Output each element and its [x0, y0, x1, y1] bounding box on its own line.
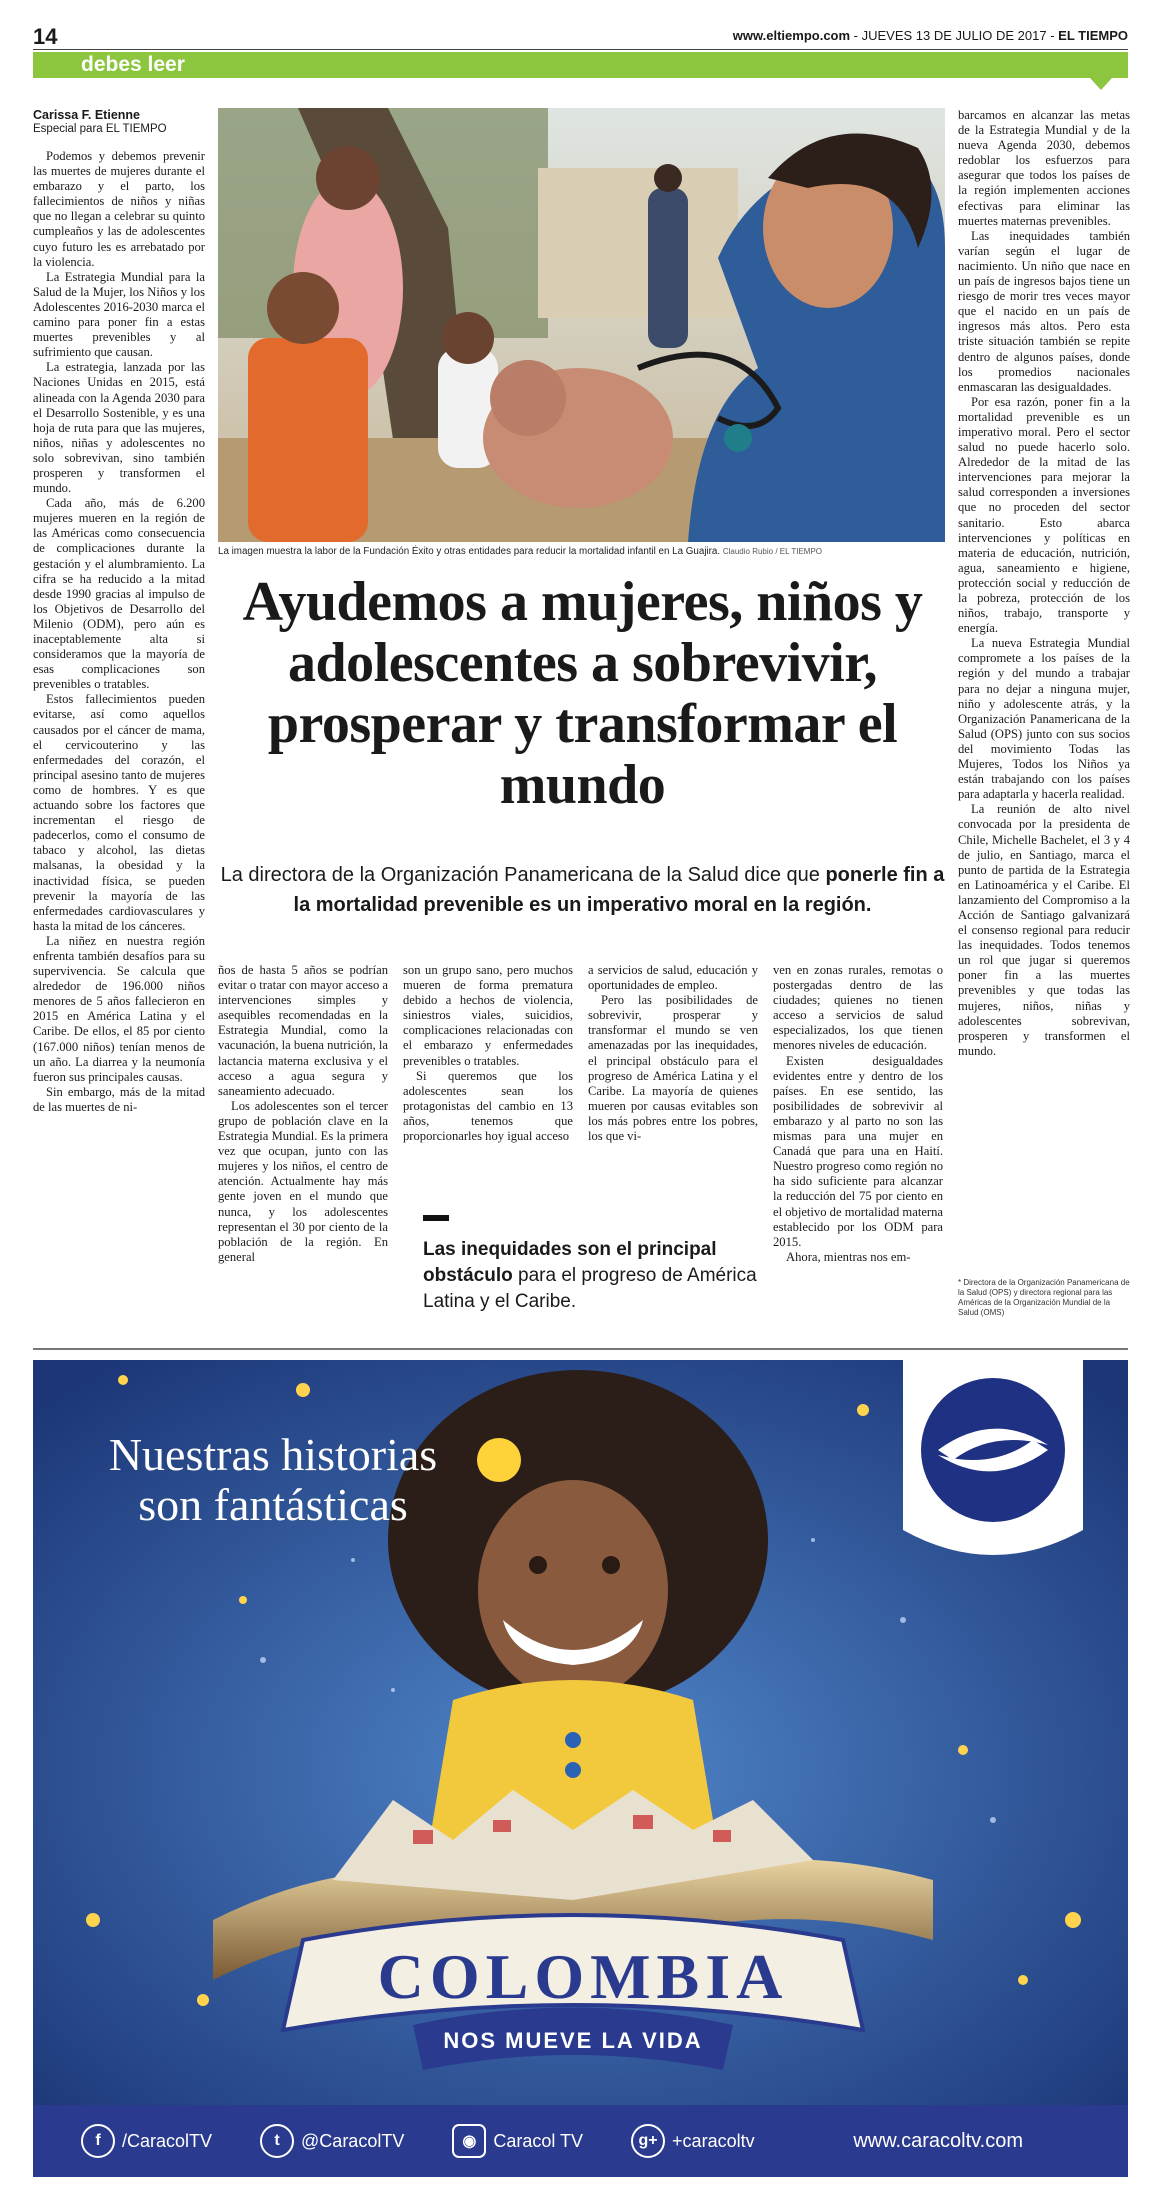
photo-caption	[218, 546, 945, 557]
caracol-ad[interactable]	[33, 1360, 1128, 2187]
paragraph: La niñez en nuestra región enfrenta también desafíos para su supervivencia. Se calcula que alrededor de 196.000 niños menores de 5 años fallecieron en 2015 en América Latina y el Caribe. De ellos, el 85 por ciento (167.000 niños) tenían menos de un año. La diarrea y la neumonía fueron sus principales causas.	[33, 933, 205, 1084]
paragraph: a servicios de salud, educación y oportunidades de empleo.	[588, 963, 758, 993]
paragraph: Estos fallecimientos pueden evitarse, así como aquellos causados por el cáncer de mama, el cervicouterino y las enfermedades del corazón, el principal asesino tanto de mujeres como de hombres. Y es que actuando sobre los factores que incrementan el riesgo de padecerlos, como el consumo de tabaco y alcohol, las dietas malsanas, la obesidad y la inactividad física, se pueden prevenir la mayoría de las enfermedades cardiovasculares y hasta la mitad de los cánceres.	[33, 692, 205, 933]
column-2	[218, 963, 388, 1265]
pullquote-rest: para el progreso de América Latina y el Caribe.	[423, 1265, 757, 1312]
subheadline-bold: ponerle fin a la mortalidad prevenible es un imperativo moral en la región.	[293, 864, 945, 916]
paragraph: Los adolescentes son el tercer grupo de población clave en la Estrategia Mundial. Es la primera vez que ocupan, junto con las mujeres y los niños, el centro de atención. Actualmente hay más gente joven en el mundo que nunca, y los adolescentes representan el 30 por ciento de la población de la región. En general	[218, 1098, 388, 1264]
website-link[interactable]: www.caracoltv.com	[853, 2129, 1023, 2152]
paragraph: Si queremos que los adolescentes sean los protagonistas del cambio en 13 años, tenemos que proporcionarles hoy igual acceso	[403, 1068, 573, 1144]
ad-separator	[33, 1348, 1128, 1350]
pullquote	[423, 1237, 763, 1315]
paragraph: Las inequidades también varían según el lugar de nacimiento. Un niño que nace en un país de ingresos bajos tiene un riesgo de morir tres veces mayor que el nacido en un país de ingresos más altos. Pero esta triste situación también se repite dentro de algunos países, donde los promedios nacionales enmascaran las desigualdades.	[958, 228, 1130, 394]
gplus-icon: g+	[631, 2124, 665, 2158]
photo-credit: Claudio Rubio / EL TIEMPO	[722, 547, 822, 556]
instagram-handle: Caracol TV	[493, 2130, 584, 2151]
paragraph: Sin embargo, más de la mitad de las muertes de ni-	[33, 1084, 205, 1114]
paragraph: Existen desigualdades evidentes entre y dentro de los países. En ese sentido, las posibilidades de sobrevivir al embarazo y al parto no son las mismas para una mujer en Canadá que para una en Haití. Nuestro progreso como región no ha sido suficiente para alcanzar la reducción del 75 por ciento en el objetivo de mortalidad materna establecido por los ODM para 2015.	[773, 1053, 943, 1249]
author-role: Especial para EL TIEMPO	[33, 123, 167, 135]
gplus-link[interactable]	[631, 2124, 755, 2158]
twitter-link[interactable]	[260, 2124, 404, 2158]
ad-tagline	[63, 1430, 483, 1530]
paragraph: La nueva Estrategia Mundial compromete a los países de la región y del mundo a trabajar para no dejar a ninguna mujer, niño y adolescente atrás, y la Organización Panamericana de la Salud (OPS) junto con sus socios del movimiento Todas las Mujeres, Todos los Niños ya están trabajando con los países para adaptarla y hacerla realidad.	[958, 636, 1130, 802]
paragraph: La Estrategia Mundial para la Salud de la Mujer, los Niños y los Adolescentes 2016-2030 marca el camino para poner fin a estas muertes prevenibles y al sufrimiento que causan.	[33, 269, 205, 360]
instagram-link[interactable]	[452, 2124, 583, 2158]
caption-text: La imagen muestra la labor de la Fundación Éxito y otras entidades para reducir la mortalidad infantil en La Guajira.	[218, 546, 721, 557]
paragraph: ños de hasta 5 años se podrían evitar o tratar con mayor acceso a intervenciones simples y asequibles recomendadas en la Estrategia Mundial, como la vacunación, la buena nutrición, la lactancia materna exclusiva y el acceso a agua segura y saneamiento adecuado.	[218, 963, 388, 1098]
ad-banner-sub: NOS MUEVE LA VIDA	[443, 2028, 703, 2053]
section-bar	[33, 52, 1128, 78]
instagram-icon: ◉	[452, 2124, 486, 2158]
paper-name: EL TIEMPO	[1058, 28, 1128, 43]
section-label: debes leer	[81, 53, 185, 76]
paragraph: La estrategia, lanzada por las Naciones Unidas en 2015, está alineada con la Agenda 2030 para el Desarrollo Sostenible, y es una hoja de ruta para que las mujeres, niños, niñas y adolescentes no solo sobrevivan, sino también prosperen y transformen el mundo.	[33, 360, 205, 496]
column-5	[773, 963, 943, 1265]
column-3	[403, 963, 573, 1144]
pullquote-bar	[423, 1215, 449, 1221]
gplus-handle: +caracoltv	[672, 2130, 755, 2151]
twitter-icon: t	[260, 2124, 294, 2158]
paragraph: ven en zonas rurales, remotas o postergadas dentro de las ciudades; quienes no tienen acceso a servicios de salud especializados, los que tienen menores niveles de educación.	[773, 963, 943, 1053]
paragraph: Podemos y debemos prevenir las muertes de mujeres durante el embarazo y el parto, los fallecimientos de niños y niñas que no llegan a celebrar su quinto cumpleaños y las de adolescentes cuyo futuro les es arrebatado por la violencia.	[33, 149, 205, 269]
facebook-icon: f	[81, 2124, 115, 2158]
header-dateline: www.eltiempo.com - JUEVES 13 DE JULIO DE 2017 - EL TIEMPO	[732, 28, 1128, 43]
paragraph: son un grupo sano, pero muchos mueren de forma prematura debido a hechos de violencia, siniestros viales, suicidios, complicaciones relacionadas con el embarazo y enfermedades prevenibles o tratables.	[403, 963, 573, 1068]
author-name: Carissa F. Etienne	[33, 108, 140, 122]
header-rule	[33, 49, 1128, 50]
section-arrow-icon	[1090, 78, 1112, 90]
tagline-line-1: Nuestras historias	[108, 1429, 438, 1480]
tagline-line-2: son fantásticas	[138, 1479, 408, 1530]
pullquote-bold: Las inequidades son el principal obstáculo	[423, 1239, 717, 1286]
paragraph: Pero las posibilidades de sobrevivir, prosperar y transformar el mundo se ven amenazadas por las inequidades, el principal obstáculo para el progreso de América Latina y el Caribe. La mayoría de quienes mueren por causas evitables son los más pobres entre los pobres, los que vi-	[588, 993, 758, 1144]
article-photo	[218, 108, 945, 542]
column-4	[588, 963, 758, 1144]
facebook-link[interactable]	[81, 2124, 212, 2158]
column-1	[33, 108, 205, 1115]
column-6	[958, 108, 1130, 1059]
subheadline-text: La directora de la Organización Panamericana de la Salud dice que	[220, 864, 826, 886]
website[interactable]: www.eltiempo.com	[732, 28, 851, 43]
paragraph: barcamos en alcanzar las metas de la Estrategia Mundial y de la nueva Agenda 2030, debemos redoblar los esfuerzos para asegurar que todos los países de la región implementen acciones efectivas para eliminar las muertes maternas prevenibles.	[958, 108, 1130, 228]
paragraph: Cada año, más de 6.200 mujeres mueren en la región de las Américas como consecuencia de complicaciones durante la gestación y el alumbramiento. La cifra se ha reducido a la mitad desde 1990 gracias al impulso de los Objetivos de Desarrollo del Milenio (ODM), pero aún es inaceptablemente alta si consideramos que la mayoría de esas complicaciones son prevenibles o tratables.	[33, 496, 205, 692]
paragraph: Ahora, mientras nos em-	[786, 1249, 911, 1264]
author-footnote: * Directora de la Organización Panamericana de la Salud (OPS) y directora regional para las Américas de la Organización Mundial de la Salud (OMS)	[958, 1278, 1130, 1317]
ad-banner-word: COLOMBIA	[377, 1941, 789, 2012]
page-number: 14	[33, 24, 58, 49]
date: JUEVES 13 DE JULIO DE 2017	[861, 28, 1047, 43]
subheadline	[215, 860, 950, 920]
twitter-handle: @CaracolTV	[301, 2130, 405, 2151]
facebook-handle: /CaracolTV	[122, 2130, 213, 2151]
headline: Ayudemos a mujeres, niños y adolescentes a sobrevivir, prosperar y transformar el mundo	[242, 571, 923, 816]
paragraph: La reunión de alto nivel convocada por la presidenta de Chile, Michelle Bachelet, el 3 y 4 de julio, en Santiago, marca el punto de partida de la Estrategia en Latinoamérica y el Caribe. El lanzamiento del Compromiso a la Acción de Santiago galvanizará el consenso regional para reducir las inequidades. Todos tenemos un rol que jugar si queremos poner fin a las muertes prevenibles y que todas las mujeres, niños, niñas y adolescentes sobrevivan, prosperen y transformen el mundo.	[958, 802, 1130, 1058]
photo-illustration	[218, 108, 945, 542]
social-bar	[33, 2105, 1128, 2177]
paragraph: Por esa razón, poner fin a la mortalidad prevenible es un imperativo moral. Pero el sector salud no puede hacerlo solo. Alrededor de la mitad de las intervenciones para mejorar la salud corresponden a inversiones que no proceden del sector sanitario. Esto abarca intervenciones y políticas en materia de educación, nutrición, agua, saneamiento e higiene, protección social y reducción de la pobreza, protección de los niños, trabajo, transporte y energía.	[958, 394, 1130, 636]
